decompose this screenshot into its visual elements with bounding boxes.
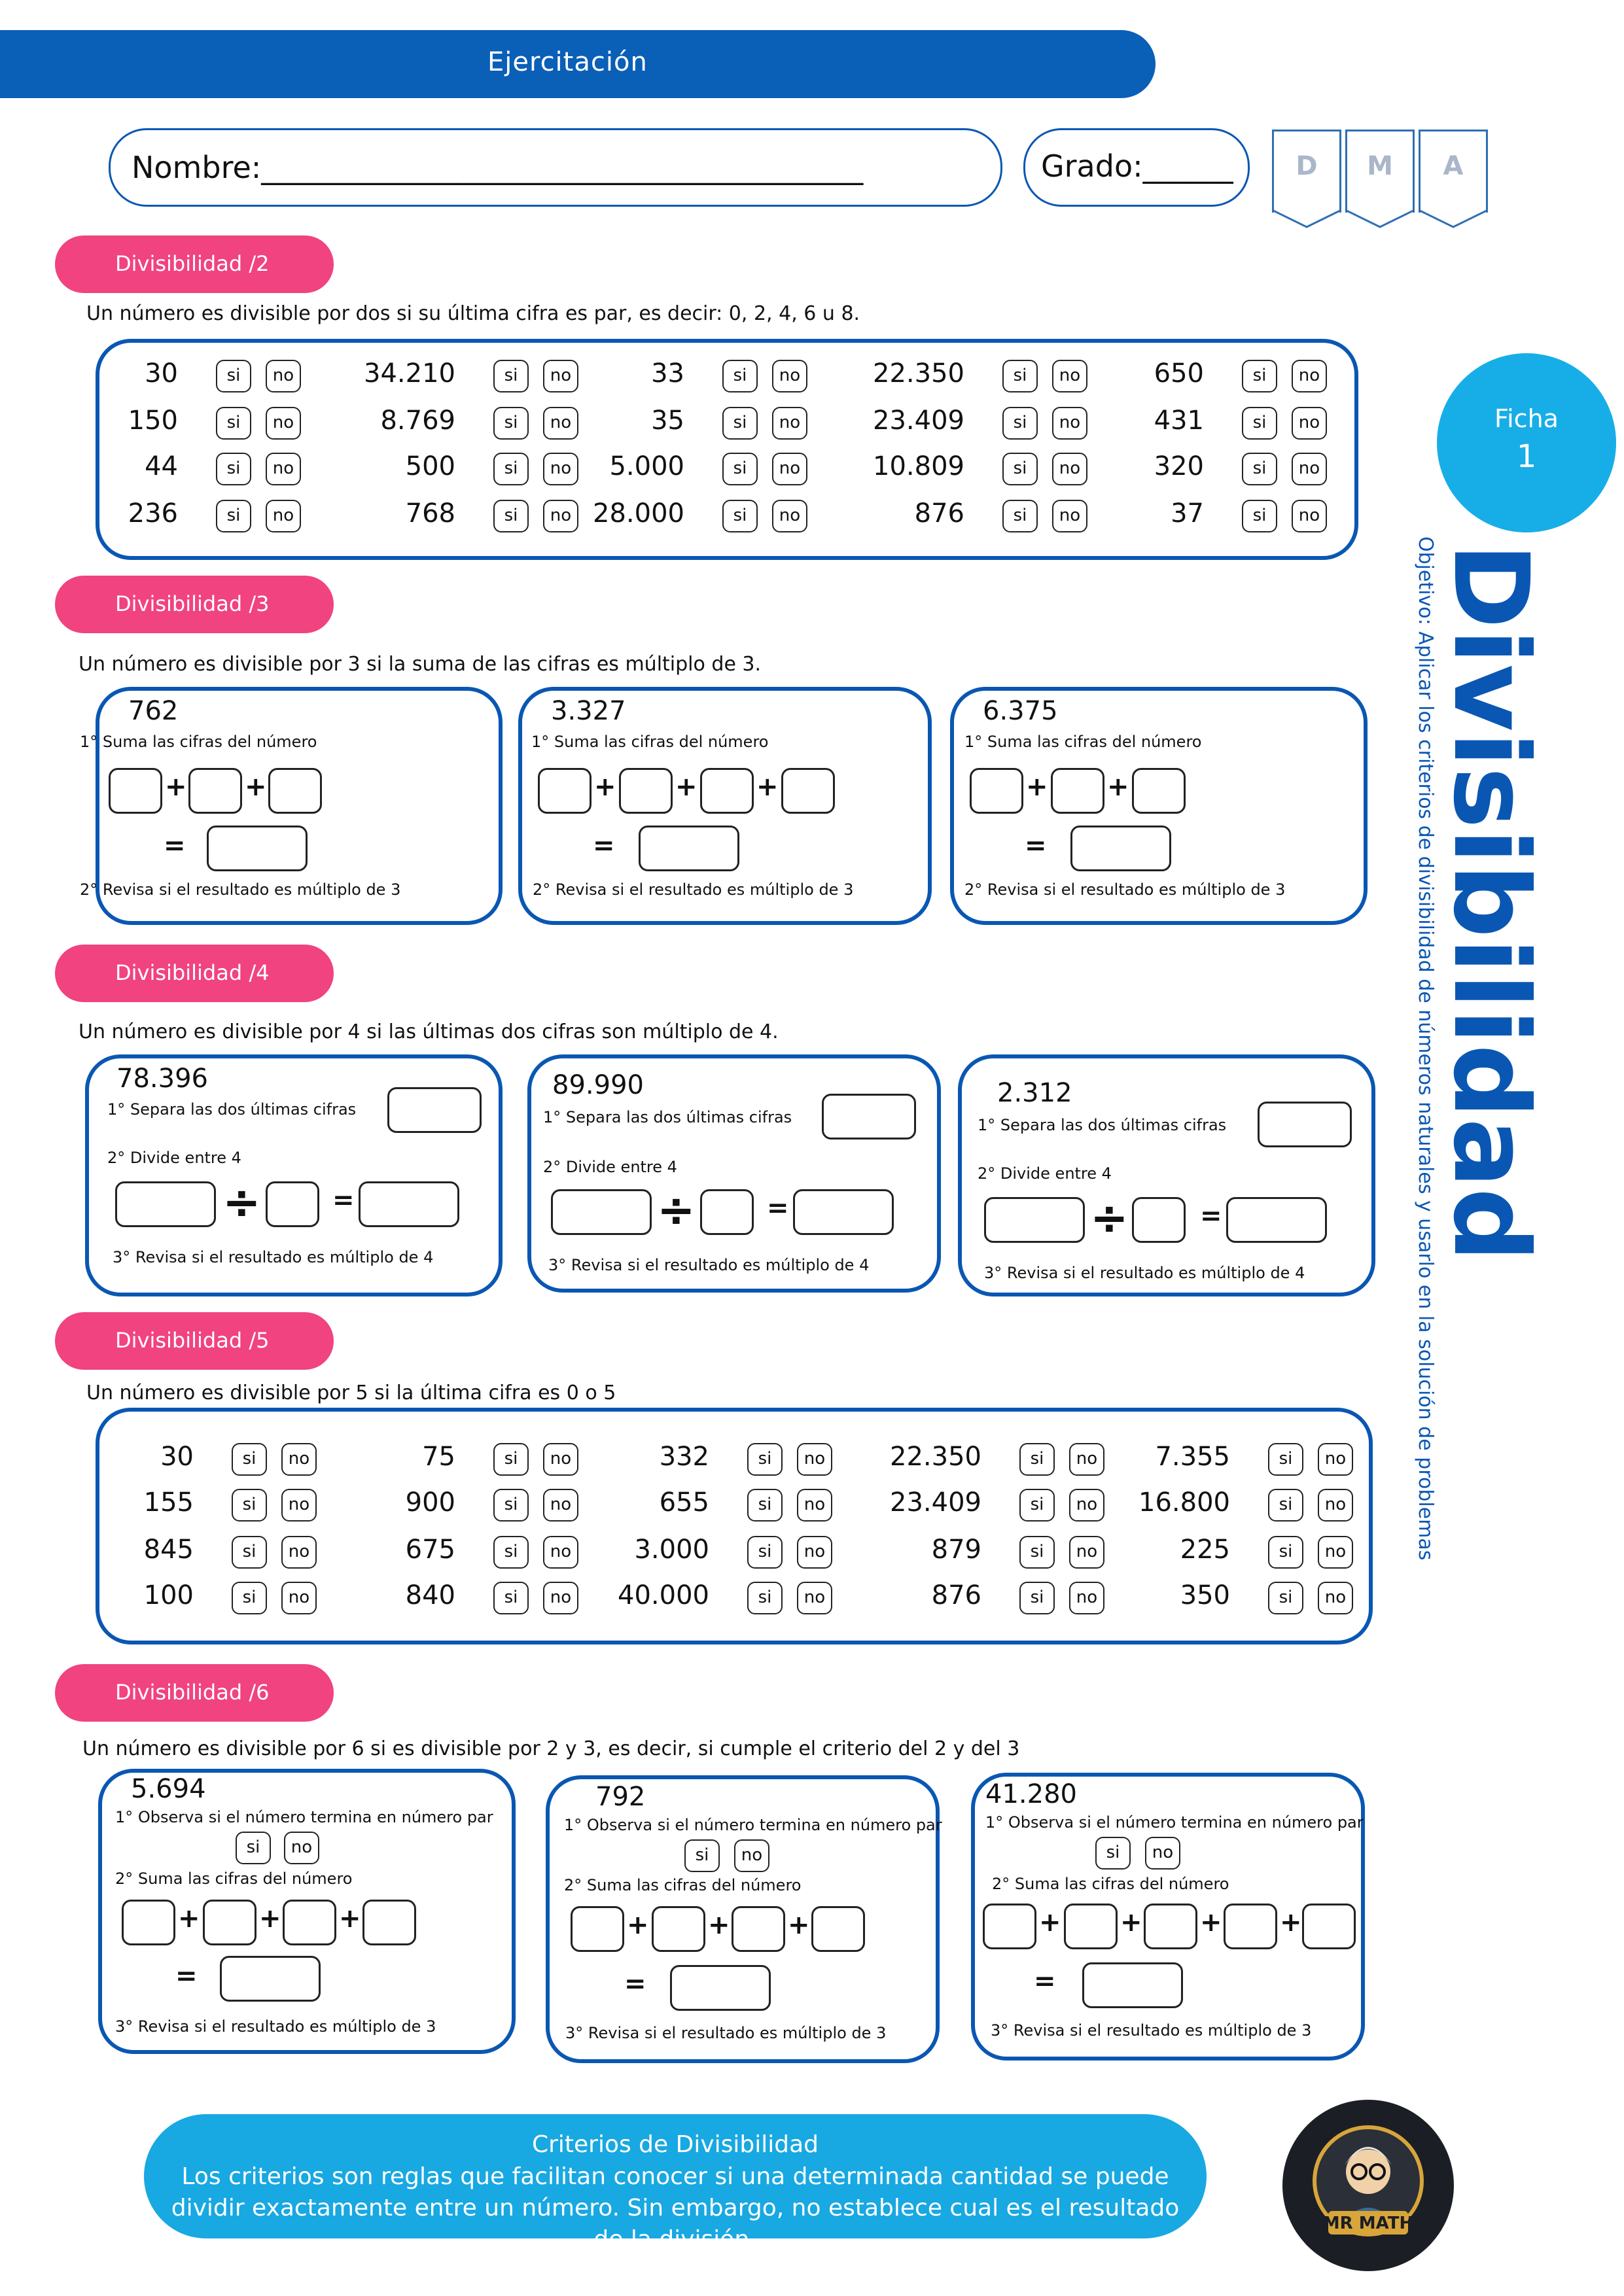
ficha-badge (1437, 353, 1616, 532)
number-item: 225 (1180, 1535, 1230, 1565)
digit-input[interactable] (1132, 768, 1186, 814)
date-month-box[interactable]: M (1345, 130, 1415, 213)
yes-option[interactable]: si (1002, 407, 1038, 440)
div6-step3-a: 3° Revisa si el resultado es múltiplo de 3 (115, 2017, 436, 2036)
last-two-digits-input[interactable] (1258, 1102, 1352, 1147)
yes-option[interactable]: si (216, 453, 251, 485)
div6-step3-b: 3° Revisa si el resultado es múltiplo de 3 (565, 2024, 887, 2042)
div6-step2-c: 2° Suma las cifras del número (992, 1875, 1229, 1893)
number-item: 879 (931, 1535, 981, 1565)
div4-step1-b: 1° Separa las dos últimas cifras (543, 1108, 792, 1126)
yes-option[interactable]: si (684, 1839, 720, 1872)
div3-step1-c: 1° Suma las cifras del número (964, 733, 1202, 751)
yes-option[interactable]: si (1268, 1489, 1303, 1522)
yes-option[interactable]: si (493, 360, 529, 392)
yes-option[interactable]: si (232, 1489, 267, 1522)
no-option[interactable]: no (543, 453, 578, 485)
sum-result-input[interactable] (207, 826, 308, 871)
ficha-number: 1 (1516, 438, 1537, 475)
yes-option[interactable]: si (747, 1489, 783, 1522)
div4-step3-a: 3° Revisa si el resultado es múltiplo de 4 (113, 1248, 434, 1266)
no-option[interactable]: no (772, 360, 807, 392)
no-option[interactable]: no (797, 1489, 832, 1522)
yes-option[interactable]: si (722, 500, 758, 532)
number-item: 28.000 (593, 498, 684, 529)
no-option[interactable]: no (1069, 1536, 1104, 1569)
equals-sign: = (624, 1969, 646, 1999)
div4-step3-c: 3° Revisa si el resultado es múltiplo de 4 (984, 1264, 1305, 1282)
no-option[interactable]: no (281, 1582, 317, 1614)
plus-sign: + (788, 1910, 810, 1940)
footer-body: Los criterios son reglas que facilitan conocer si una determinada cantidad se puede dividir exactamente entre un número. Sin embargo, no establece cual es el resultado de la división. (171, 2163, 1180, 2253)
digit-input[interactable] (1064, 1904, 1118, 1949)
yes-option[interactable]: si (493, 407, 529, 440)
yes-option[interactable]: si (1019, 1443, 1055, 1476)
no-option[interactable]: no (543, 360, 578, 392)
no-option[interactable]: no (1292, 500, 1327, 532)
div4-step2-a: 2° Divide entre 4 (107, 1149, 241, 1167)
equals-sign: = (332, 1185, 355, 1215)
number-item: 500 (405, 451, 455, 481)
plus-sign: + (259, 1904, 281, 1934)
div6-step1-b: 1° Observa si el número termina en número par (564, 1816, 942, 1834)
dividend-input[interactable] (115, 1181, 216, 1227)
tag-div2: Divisibilidad /2 (55, 235, 334, 293)
div6-number-b: 792 (595, 1782, 646, 1812)
yes-option[interactable]: si (1002, 500, 1038, 532)
number-item: 34.210 (364, 358, 455, 389)
number-item: 236 (128, 498, 178, 529)
header-banner (0, 30, 1156, 98)
plus-sign: + (708, 1910, 730, 1940)
equals-sign: = (1025, 831, 1047, 861)
number-item: 332 (659, 1442, 709, 1472)
divisor-input[interactable] (266, 1181, 319, 1227)
yes-option[interactable]: si (216, 500, 251, 532)
no-option[interactable]: no (1292, 453, 1327, 485)
no-option[interactable]: no (543, 1489, 578, 1522)
no-option[interactable]: no (543, 500, 578, 532)
div6-step2-b: 2° Suma las cifras del número (564, 1876, 802, 1894)
yes-option[interactable]: si (216, 407, 251, 440)
digit-input[interactable] (700, 768, 754, 814)
no-option[interactable]: no (543, 1536, 578, 1569)
digit-input[interactable] (538, 768, 591, 814)
yes-option[interactable]: si (1242, 360, 1277, 392)
yes-option[interactable]: si (232, 1582, 267, 1614)
number-item: 10.809 (873, 451, 964, 481)
no-option[interactable]: no (797, 1536, 832, 1569)
no-option[interactable]: no (281, 1489, 317, 1522)
desc-div6: Un número es divisible por 6 si es divisible por 2 y 3, es decir, si cumple el criterio del 2 y del 3 (82, 1737, 1020, 1760)
number-item: 37 (1171, 498, 1204, 529)
number-item: 675 (405, 1535, 455, 1565)
yes-option[interactable]: si (722, 407, 758, 440)
div3-step2-c: 2° Revisa si el resultado es múltiplo de 3 (964, 880, 1286, 899)
div3-number-c: 6.375 (983, 696, 1058, 726)
div4-step3-b: 3° Revisa si el resultado es múltiplo de 4 (548, 1256, 870, 1274)
yes-option[interactable]: si (747, 1443, 783, 1476)
yes-option[interactable]: si (493, 1536, 529, 1569)
yes-option[interactable]: si (1002, 360, 1038, 392)
yes-option[interactable]: si (1095, 1837, 1131, 1870)
no-option[interactable]: no (543, 1582, 578, 1614)
digit-input[interactable] (1051, 768, 1104, 814)
div3-step2-b: 2° Revisa si el resultado es múltiplo de 3 (533, 880, 854, 899)
tag-div4: Divisibilidad /4 (55, 945, 334, 1002)
number-item: 33 (651, 358, 684, 389)
number-item: 40.000 (618, 1580, 709, 1610)
equals-sign: = (175, 1961, 198, 1991)
number-item: 150 (128, 406, 178, 436)
last-two-digits-input[interactable] (387, 1087, 482, 1133)
footer-title: Criterios de Divisibilidad (531, 2131, 819, 2158)
digit-input[interactable] (283, 1900, 336, 1945)
plus-sign: + (1107, 772, 1129, 802)
digit-input[interactable] (983, 1904, 1036, 1949)
number-item: 155 (143, 1487, 194, 1518)
digit-input[interactable] (1144, 1904, 1197, 1949)
yes-option[interactable]: si (493, 1582, 529, 1614)
number-item: 320 (1154, 451, 1204, 481)
dividend-input[interactable] (551, 1189, 652, 1235)
yes-option[interactable]: si (1242, 500, 1277, 532)
digit-input[interactable] (1224, 1904, 1277, 1949)
div4-number-b: 89.990 (552, 1070, 644, 1100)
no-option[interactable]: no (1292, 360, 1327, 392)
name-field[interactable] (109, 128, 1002, 207)
div6-step3-c: 3° Revisa si el resultado es múltiplo de 3 (991, 2021, 1312, 2040)
yes-option[interactable]: si (1019, 1489, 1055, 1522)
number-item: 900 (405, 1487, 455, 1518)
number-item: 100 (143, 1580, 194, 1610)
dividend-input[interactable] (984, 1197, 1085, 1243)
desc-div2: Un número es divisible por dos si su última cifra es par, es decir: 0, 2, 4, 6 u 8. (86, 302, 860, 325)
no-option[interactable]: no (1318, 1489, 1353, 1522)
number-item: 23.409 (873, 406, 964, 436)
equals-sign: = (593, 831, 615, 861)
plus-sign: + (165, 772, 187, 802)
yes-option[interactable]: si (1019, 1536, 1055, 1569)
number-item: 655 (659, 1487, 709, 1518)
yes-option[interactable]: si (1242, 453, 1277, 485)
sum-result-input[interactable] (1082, 1962, 1183, 2008)
no-option[interactable]: no (772, 453, 807, 485)
div6-number-c: 41.280 (985, 1779, 1077, 1809)
divisor-input[interactable] (700, 1189, 754, 1235)
no-option[interactable]: no (284, 1832, 319, 1864)
number-item: 768 (405, 498, 455, 529)
desc-div3: Un número es divisible por 3 si la suma de las cifras es múltiplo de 3. (79, 653, 762, 676)
yes-option[interactable]: si (722, 453, 758, 485)
digit-input[interactable] (1302, 1904, 1356, 1949)
no-option[interactable]: no (266, 360, 301, 392)
yes-option[interactable]: si (236, 1832, 271, 1864)
yes-option[interactable]: si (493, 500, 529, 532)
equals-sign: = (767, 1193, 789, 1223)
equals-sign: = (164, 831, 186, 861)
plus-sign: + (1120, 1907, 1142, 1938)
div4-step1-a: 1° Separa las dos últimas cifras (107, 1100, 357, 1119)
div4-number-c: 2.312 (997, 1078, 1072, 1108)
sum-result-input[interactable] (639, 826, 739, 871)
yes-option[interactable]: si (493, 1489, 529, 1522)
date-year-box[interactable]: A (1419, 130, 1488, 213)
div4-step1-c: 1° Separa las dos últimas cifras (978, 1116, 1227, 1134)
quotient-input[interactable] (793, 1189, 894, 1235)
no-option[interactable]: no (1069, 1582, 1104, 1614)
div3-step1-a: 1° Suma las cifras del número (80, 733, 317, 751)
equals-sign: = (1034, 1966, 1056, 1996)
yes-option[interactable]: si (1019, 1582, 1055, 1614)
digit-input[interactable] (571, 1906, 624, 1952)
digit-input[interactable] (122, 1900, 175, 1945)
yes-option[interactable]: si (747, 1536, 783, 1569)
no-option[interactable]: no (1145, 1837, 1180, 1870)
yes-option[interactable]: si (493, 453, 529, 485)
digit-input[interactable] (970, 768, 1023, 814)
number-item: 22.350 (873, 358, 964, 389)
number-item: 23.409 (890, 1487, 981, 1518)
no-option[interactable]: no (281, 1443, 317, 1476)
ficha-label: Ficha (1494, 404, 1559, 433)
number-item: 22.350 (890, 1442, 981, 1472)
number-item: 876 (914, 498, 964, 529)
yes-option[interactable]: si (493, 1443, 529, 1476)
criteria-footer (144, 2114, 1207, 2253)
div4-step2-b: 2° Divide entre 4 (543, 1158, 677, 1176)
no-option[interactable]: no (1069, 1489, 1104, 1522)
quotient-input[interactable] (1226, 1197, 1327, 1243)
plus-sign: + (178, 1904, 200, 1934)
equals-sign: = (1200, 1201, 1222, 1231)
digit-input[interactable] (811, 1906, 865, 1952)
no-option[interactable]: no (281, 1536, 317, 1569)
no-option[interactable]: no (1052, 407, 1087, 440)
no-option[interactable]: no (797, 1443, 832, 1476)
yes-option[interactable]: si (1002, 453, 1038, 485)
digit-input[interactable] (268, 768, 322, 814)
divide-sign: ÷ (657, 1183, 696, 1237)
digit-input[interactable] (109, 768, 162, 814)
number-item: 16.800 (1139, 1487, 1230, 1518)
number-item: 5.000 (609, 451, 684, 481)
tag-div3: Divisibilidad /3 (55, 576, 334, 633)
number-item: 7.355 (1155, 1442, 1230, 1472)
no-option[interactable]: no (1292, 407, 1327, 440)
digit-input[interactable] (732, 1906, 785, 1952)
desc-div5: Un número es divisible por 5 si la última cifra es 0 o 5 (86, 1382, 616, 1404)
sum-result-input[interactable] (670, 1965, 771, 2011)
logo-text: MR MATH (1322, 2214, 1414, 2233)
grade-label: Grado:______ (1041, 148, 1233, 184)
yes-option[interactable]: si (1268, 1582, 1303, 1614)
number-item: 431 (1154, 406, 1204, 436)
tag-div6: Divisibilidad /6 (55, 1664, 334, 1722)
no-option[interactable]: no (1052, 360, 1087, 392)
no-option[interactable]: no (543, 1443, 578, 1476)
page-title: Divisibilidad (1430, 543, 1551, 1262)
plus-sign: + (594, 772, 616, 802)
sum-result-input[interactable] (1070, 826, 1171, 871)
number-item: 650 (1154, 358, 1204, 389)
number-item: 840 (405, 1580, 455, 1610)
name-label: Nombre:________________________________________ (132, 150, 864, 185)
yes-option[interactable]: si (747, 1582, 783, 1614)
desc-div4: Un número es divisible por 4 si las últimas dos cifras son múltiplo de 4. (79, 1020, 779, 1043)
no-option[interactable]: no (266, 407, 301, 440)
digit-input[interactable] (203, 1900, 256, 1945)
number-item: 876 (931, 1580, 981, 1610)
number-item: 3.000 (634, 1535, 709, 1565)
no-option[interactable]: no (1318, 1443, 1353, 1476)
div6-step1-a: 1° Observa si el número termina en número par (115, 1808, 493, 1826)
plus-sign: + (675, 772, 697, 802)
plus-sign: + (627, 1910, 649, 1940)
div6-number-a: 5.694 (131, 1774, 206, 1804)
date-day-box[interactable]: D (1272, 130, 1341, 213)
plus-sign: + (339, 1904, 361, 1934)
div3-number-b: 3.327 (551, 696, 626, 726)
div3-step1-b: 1° Suma las cifras del número (531, 733, 769, 751)
digit-input[interactable] (188, 768, 242, 814)
div6-step1-c: 1° Observa si el número termina en número par (985, 1813, 1364, 1832)
number-item: 30 (145, 358, 178, 389)
digit-input[interactable] (781, 768, 835, 814)
tag-div5: Divisibilidad /5 (55, 1312, 334, 1370)
yes-option[interactable]: si (1268, 1536, 1303, 1569)
grade-field[interactable] (1023, 128, 1250, 207)
yes-option[interactable]: si (1268, 1443, 1303, 1476)
plus-sign: + (1280, 1907, 1302, 1938)
yes-option[interactable]: si (722, 360, 758, 392)
no-option[interactable]: no (772, 500, 807, 532)
sum-result-input[interactable] (220, 1956, 321, 2002)
no-option[interactable]: no (1052, 453, 1087, 485)
no-option[interactable]: no (1052, 500, 1087, 532)
plus-sign: + (245, 772, 267, 802)
div3-step2-a: 2° Revisa si el resultado es múltiplo de 3 (80, 880, 401, 899)
number-item: 75 (422, 1442, 455, 1472)
objective-text: Objetivo: Aplicar los criterios de divisibilidad de números naturales y usarlo en la solución de problemas (1414, 536, 1437, 1561)
no-option[interactable]: no (734, 1839, 769, 1872)
div4-number-a: 78.396 (116, 1064, 208, 1094)
plus-sign: + (756, 772, 779, 802)
digit-input[interactable] (362, 1900, 416, 1945)
plus-sign: + (1039, 1907, 1061, 1938)
digit-input[interactable] (652, 1906, 705, 1952)
number-item: 8.769 (380, 406, 455, 436)
number-item: 35 (651, 406, 684, 436)
yes-option[interactable]: si (216, 360, 251, 392)
number-item: 845 (143, 1535, 194, 1565)
div4-step2-c: 2° Divide entre 4 (978, 1164, 1112, 1183)
div3-number-a: 762 (128, 696, 179, 726)
no-option[interactable]: no (543, 407, 578, 440)
quotient-input[interactable] (359, 1181, 459, 1227)
divide-sign: ÷ (1090, 1191, 1129, 1245)
no-option[interactable]: no (1318, 1582, 1353, 1614)
no-option[interactable]: no (1069, 1443, 1104, 1476)
number-item: 44 (145, 451, 178, 481)
divisor-input[interactable] (1132, 1197, 1186, 1243)
no-option[interactable]: no (266, 453, 301, 485)
yes-option[interactable]: si (232, 1536, 267, 1569)
number-item: 350 (1180, 1580, 1230, 1610)
plus-sign: + (1200, 1907, 1222, 1938)
divide-sign: ÷ (222, 1175, 261, 1229)
plus-sign: + (1026, 772, 1048, 802)
mr-math-logo (1282, 2100, 1454, 2271)
no-option[interactable]: no (797, 1582, 832, 1614)
yes-option[interactable]: si (1242, 407, 1277, 440)
last-two-digits-input[interactable] (822, 1094, 916, 1139)
no-option[interactable]: no (1318, 1536, 1353, 1569)
no-option[interactable]: no (772, 407, 807, 440)
no-option[interactable]: no (266, 500, 301, 532)
banner-title: Ejercitación (487, 47, 648, 77)
number-item: 30 (160, 1442, 194, 1472)
mr-math-emblem-icon (1282, 2100, 1454, 2271)
div6-step2-a: 2° Suma las cifras del número (115, 1870, 353, 1888)
yes-option[interactable]: si (232, 1443, 267, 1476)
digit-input[interactable] (619, 768, 673, 814)
